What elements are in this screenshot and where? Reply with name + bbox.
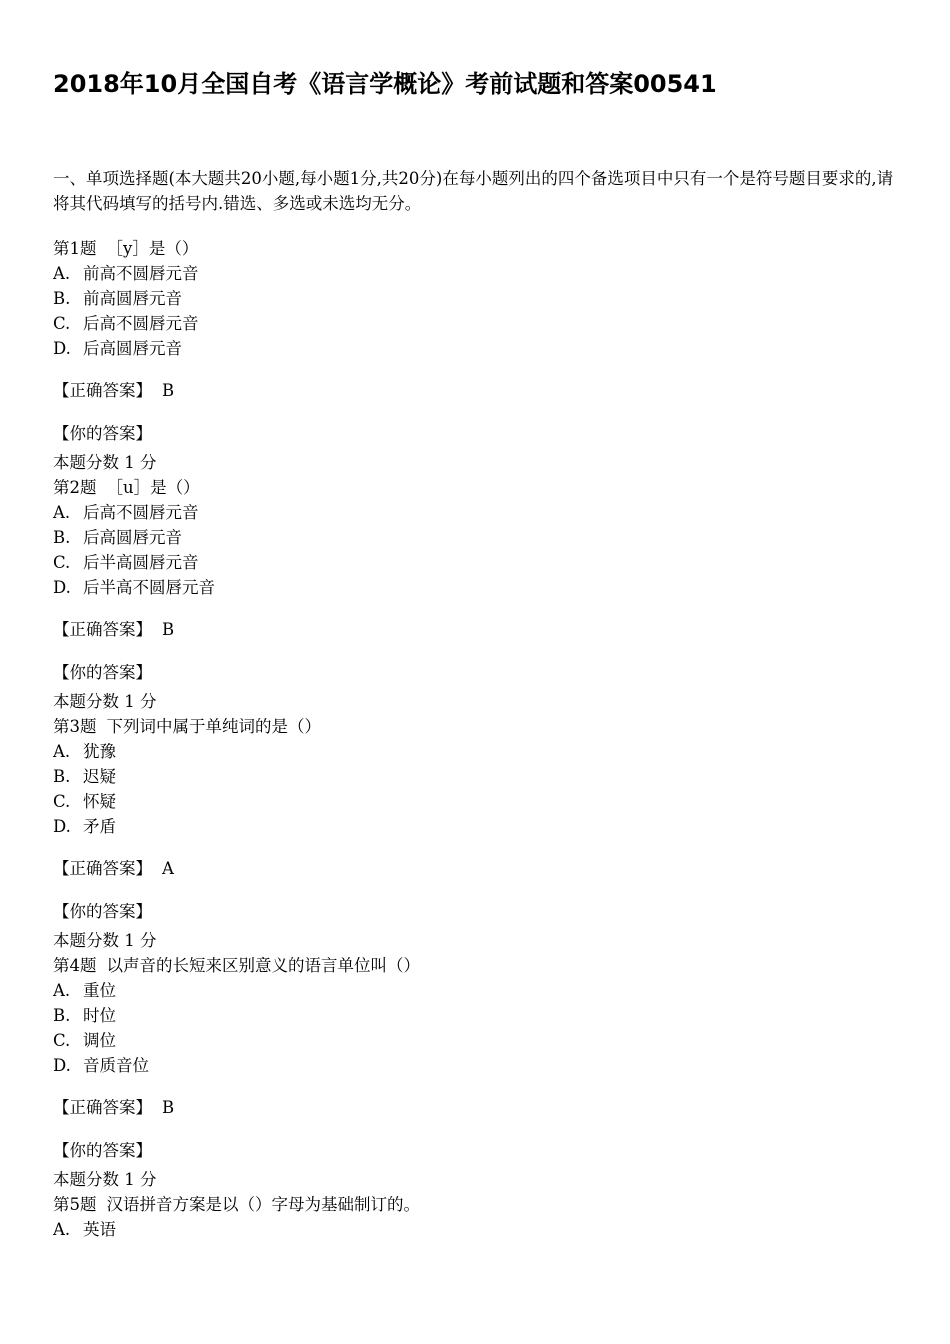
question-list	[53, 236, 903, 1242]
option-letter: B.	[53, 289, 71, 308]
option-d	[53, 336, 903, 361]
option-c	[53, 1028, 903, 1053]
option-d	[53, 814, 903, 839]
question-number: 第4题	[53, 956, 97, 975]
option-text: 后高圆唇元音	[83, 528, 182, 547]
option-b	[53, 1003, 903, 1028]
question-title	[53, 236, 903, 261]
option-text: 后高圆唇元音	[83, 339, 182, 358]
question-text: ［u］是（）	[106, 478, 200, 497]
question-title	[53, 953, 903, 978]
option-letter: D.	[53, 578, 71, 597]
option-letter: B.	[53, 528, 71, 547]
option-d	[53, 1053, 903, 1078]
option-a	[53, 739, 903, 764]
question-text: ［y］是（）	[106, 239, 199, 258]
option-c	[53, 311, 903, 336]
option-letter: C.	[53, 1031, 71, 1050]
option-letter: A.	[53, 264, 71, 283]
option-text: 音质音位	[83, 1056, 149, 1075]
option-text: 调位	[83, 1031, 116, 1050]
option-letter: C.	[53, 553, 71, 572]
option-letter: D.	[53, 817, 71, 836]
correct-answer-value: B	[162, 381, 175, 400]
correct-answer-label: 【正确答案】	[53, 620, 152, 639]
option-letter: A.	[53, 1220, 71, 1239]
option-text: 后半高圆唇元音	[83, 553, 199, 572]
correct-answer-label: 【正确答案】	[53, 859, 152, 878]
option-text: 前高不圆唇元音	[83, 264, 199, 283]
your-answer-label: 【你的答案】	[53, 1141, 152, 1160]
question-number: 第2题	[53, 478, 97, 497]
option-a	[53, 500, 903, 525]
question-score: 本题分数 1 分	[53, 453, 157, 472]
option-text: 重位	[83, 981, 116, 1000]
question-text: 下列词中属于单纯词的是（）	[106, 717, 321, 736]
question-number: 第1题	[53, 239, 97, 258]
correct-answer-label: 【正确答案】	[53, 1098, 152, 1117]
option-text: 英语	[83, 1220, 116, 1239]
question-title	[53, 475, 903, 500]
correct-answer-label: 【正确答案】	[53, 381, 152, 400]
option-d	[53, 575, 903, 600]
question-1	[53, 236, 903, 475]
question-score: 本题分数 1 分	[53, 692, 157, 711]
option-text: 犹豫	[83, 742, 116, 761]
option-a	[53, 261, 903, 286]
option-text: 时位	[83, 1006, 116, 1025]
option-text: 后高不圆唇元音	[83, 314, 199, 333]
option-text: 后半高不圆唇元音	[83, 578, 215, 597]
question-3	[53, 714, 903, 953]
option-letter: A.	[53, 503, 71, 522]
correct-answer-value: B	[162, 620, 175, 639]
option-c	[53, 550, 903, 575]
correct-answer	[53, 617, 903, 642]
option-letter: B.	[53, 1006, 71, 1025]
question-title	[53, 714, 903, 739]
option-letter: D.	[53, 339, 71, 358]
your-answer-label: 【你的答案】	[53, 663, 152, 682]
option-text: 前高圆唇元音	[83, 289, 182, 308]
document-title: 2018年10月全国自考《语言学概论》考前试题和答案00541	[53, 70, 717, 98]
option-letter: D.	[53, 1056, 71, 1075]
option-b	[53, 286, 903, 311]
correct-answer-value: B	[162, 1098, 175, 1117]
option-text: 矛盾	[83, 817, 116, 836]
question-number: 第5题	[53, 1195, 97, 1214]
correct-answer	[53, 856, 903, 881]
option-letter: B.	[53, 767, 71, 786]
question-score: 本题分数 1 分	[53, 1170, 157, 1189]
question-5	[53, 1192, 903, 1242]
option-letter: A.	[53, 981, 71, 1000]
question-text: 汉语拼音方案是以（）字母为基础制订的。	[106, 1195, 420, 1214]
option-letter: A.	[53, 742, 71, 761]
option-a	[53, 978, 903, 1003]
question-2	[53, 475, 903, 714]
option-b	[53, 764, 903, 789]
correct-answer-value: A	[162, 859, 174, 878]
option-letter: C.	[53, 792, 71, 811]
question-4	[53, 953, 903, 1192]
option-b	[53, 525, 903, 550]
section-intro: 一、单项选择题(本大题共20小题,每小题1分,共20分)在每小题列出的四个备选项目中只有一个是符号题目要求的,请将其代码填写的括号内.错选、多选或未选均无分。	[53, 169, 894, 213]
question-text: 以声音的长短来区别意义的语言单位叫（）	[106, 956, 420, 975]
correct-answer	[53, 1095, 903, 1120]
your-answer-label: 【你的答案】	[53, 424, 152, 443]
option-c	[53, 789, 903, 814]
correct-answer	[53, 378, 903, 403]
option-text: 迟疑	[83, 767, 116, 786]
option-text: 后高不圆唇元音	[83, 503, 199, 522]
option-text: 怀疑	[83, 792, 116, 811]
option-letter: C.	[53, 314, 71, 333]
question-score: 本题分数 1 分	[53, 931, 157, 950]
your-answer-label: 【你的答案】	[53, 902, 152, 921]
option-a	[53, 1217, 903, 1242]
question-title	[53, 1192, 903, 1217]
question-number: 第3题	[53, 717, 97, 736]
